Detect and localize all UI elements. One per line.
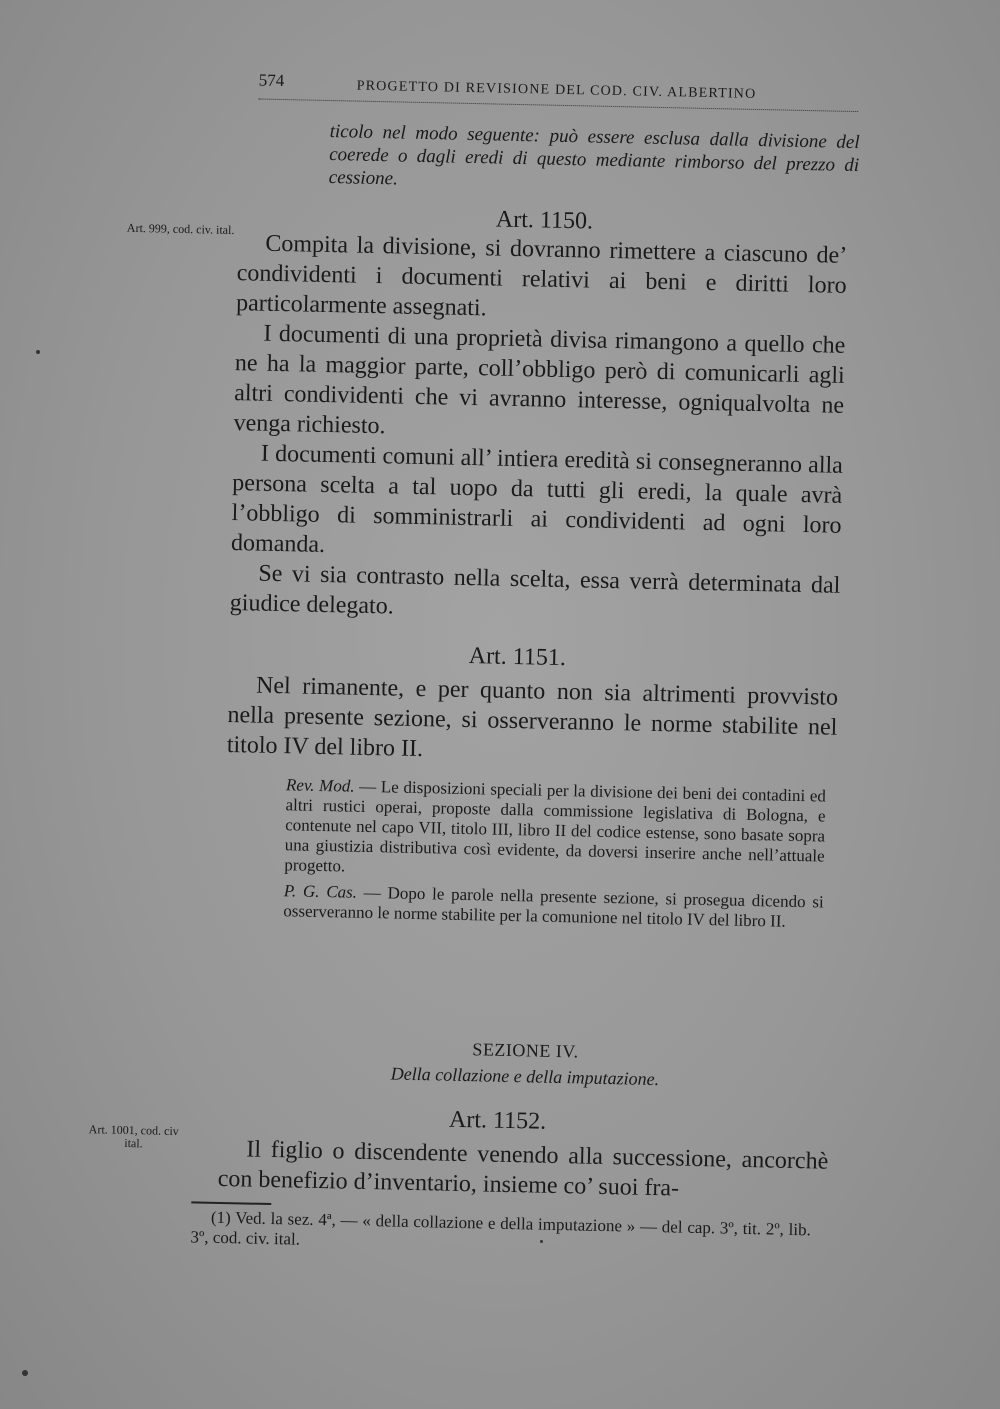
article-heading-1151: Art. 1151. xyxy=(468,643,567,672)
article-heading-1152: Art. 1152. xyxy=(448,1106,547,1135)
article-1150-paragraph-2: I documenti di una proprietà divisa rimangono a quello che ne ha la maggior parte, coll’obbligo però di comunicarli agli altri condividenti che vi avranno interesse, ogniqualvolta ne venga richiesto. xyxy=(233,320,846,440)
article-1151-paragraph: Nel rimanente, e per quanto non sia altrimenti provvisto nella presente sezione, si osserveranno le norme stabilite nel titolo IV del libro II. xyxy=(226,672,839,763)
revision-notes xyxy=(213,774,826,933)
section-subtitle: Della collazione e della imputazione. xyxy=(390,1063,660,1090)
article-1150-paragraph-3: I documenti comuni all’ intiera eredità si consegneranno alla persona scelta a tal uopo da tutti gli eredi, la quale avrà l’obbligo di somministrarli ai condividenti ad ogni loro domanda. xyxy=(230,440,844,559)
page-header xyxy=(258,70,859,102)
note-pg-cas xyxy=(213,880,824,933)
article-1152-paragraph: Il figlio o discendente venendo alla successione, ancorchè con benefizio d’inventario, insieme co’ suoi fra- xyxy=(217,1136,829,1202)
page-number: 574 xyxy=(258,70,285,91)
article-heading-1150: Art. 1150. xyxy=(495,206,594,235)
paper-speck xyxy=(36,350,40,354)
article-1151-body xyxy=(227,670,839,773)
article-1150-paragraph-1: Compita la divisione, si dovranno rimettere a ciascuno de’ condividenti i documenti relativi ai beni e diritti loro particolarmente assegnati. xyxy=(235,230,848,322)
article-1150-body xyxy=(230,228,848,631)
paper-speck xyxy=(540,1240,543,1243)
section-title: SEZIONE IV. xyxy=(472,1039,579,1062)
continued-text: ticolo nel modo seguente: può essere esclusa dalla divisione del coerede o dagli eredi di questo mediante rimborso del prezzo di cessione. xyxy=(328,121,860,190)
footnote-text: (1) Ved. la sez. 4ª, — « della collazione e della imputazione » — del cap. 3º, tit. 2º, lib. 3º, cod. civ. ital. xyxy=(190,1207,812,1249)
article-1150-paragraph-4: Se vi sia contrasto nella scelta, essa verrà determinata dal giudice delegato. xyxy=(229,560,841,620)
paper-speck xyxy=(22,1370,28,1376)
note-pg-cas-text: — Dopo le parole nella presente sezione, si prosegua dicendo si osserveranno le norme stabilite per la comunione nel titolo IV del libro II. xyxy=(283,882,824,931)
running-head: PROGETTO DI REVISIONE DEL COD. CIV. ALBERTINO xyxy=(356,78,757,102)
note-pg-cas-label: P. G. Cas. xyxy=(283,881,358,902)
continued-text-block xyxy=(329,120,860,200)
margin-reference-1150: Art. 999, cod. civ. ital. xyxy=(126,220,235,238)
note-rev-mod xyxy=(214,774,826,887)
note-rev-mod-label: Rev. Mod. xyxy=(285,775,355,796)
header-rule xyxy=(258,99,858,113)
article-1152-body xyxy=(217,1134,828,1207)
footnote-rule xyxy=(191,1201,271,1205)
footnote-block xyxy=(190,1207,811,1260)
margin-reference-1152: Art. 1001, cod. civ ital. xyxy=(88,1122,179,1151)
note-rev-mod-text: — Le disposizioni speciali per la divisione dei beni dei contadini ed altri rustici operai, proposte dalla commissione legislativa di Bologna, e contenute nel capo VII, titolo III, libro II del codice estense, sono basate sopra una giustizia distributiva così evidente, da doversi inserire anche nell’attuale progetto. xyxy=(284,776,827,876)
